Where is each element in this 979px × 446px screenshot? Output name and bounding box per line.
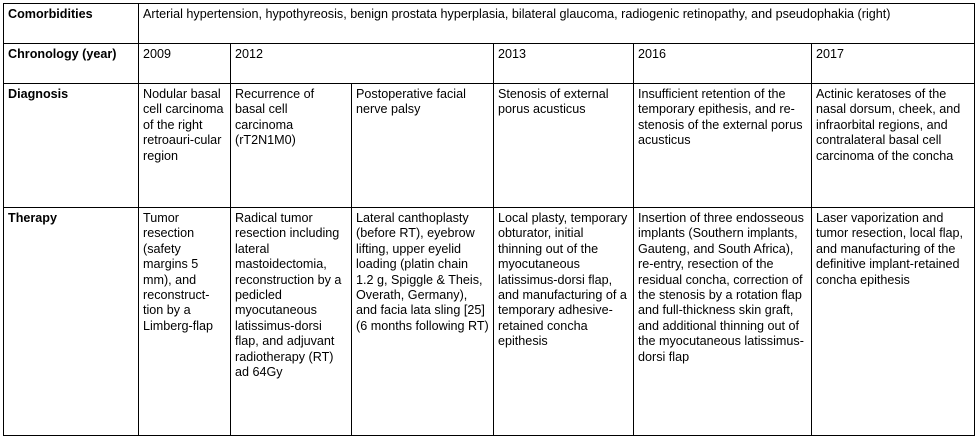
therapy-row	[4, 208, 975, 436]
year-cell: 2013	[494, 44, 634, 84]
therapy-cell: Tumor resection (safety margins 5 mm), and reconstruct-tion by a Limberg-flap	[139, 208, 231, 436]
chronology-row	[4, 44, 975, 84]
diagnosis-cell: Stenosis of external porus acusticus	[494, 84, 634, 208]
comorbidities-label: Comorbidities	[4, 4, 139, 44]
comorbidities-row	[4, 4, 975, 44]
diagnosis-cell: Nodular basal cell carcinoma of the right retroauri-cular region	[139, 84, 231, 208]
comorbidities-value: Arterial hypertension, hypothyreosis, benign prostata hyperplasia, bilateral glaucoma, radiogenic retinopathy, and pseudophakia (right)	[139, 4, 975, 44]
diagnosis-cell: Recurrence of basal cell carcinoma (rT2N1M0)	[231, 84, 352, 208]
diagnosis-row	[4, 84, 975, 208]
therapy-cell: Radical tumor resection including lateral mastoidectomia, reconstruction by a pedicled myocutaneous latissimus-dorsi flap, and adjuvant radiotherapy (RT) ad 64Gy	[231, 208, 352, 436]
year-cell: 2012	[231, 44, 494, 84]
therapy-label: Therapy	[4, 208, 139, 436]
diagnosis-label: Diagnosis	[4, 84, 139, 208]
therapy-cell: Laser vaporization and tumor resection, local flap, and manufacturing of the definitive implant-retained concha epithesis	[812, 208, 975, 436]
year-cell: 2017	[812, 44, 975, 84]
diagnosis-cell: Insufficient retention of the temporary epithesis, and re-stenosis of the external porus acusticus	[634, 84, 812, 208]
year-cell: 2009	[139, 44, 231, 84]
clinical-history-table	[3, 3, 975, 436]
therapy-cell: Insertion of three endosseous implants (Southern implants, Gauteng, and South Africa), re-entry, resection of the residual concha, correction of the stenosis by a rotation flap and full-thickness skin graft, and additional thinning out of the myocutaneous latissimus-dorsi flap	[634, 208, 812, 436]
therapy-cell: Local plasty, temporary obturator, initial thinning out of the myocutaneous latissimus-dorsi flap, and manufacturing of a temporary adhesive-retained concha epithesis	[494, 208, 634, 436]
chronology-label: Chronology (year)	[4, 44, 139, 84]
diagnosis-cell: Actinic keratoses of the nasal dorsum, cheek, and infraorbital regions, and contralateral basal cell carcinoma of the concha	[812, 84, 975, 208]
year-cell: 2016	[634, 44, 812, 84]
diagnosis-cell: Postoperative facial nerve palsy	[352, 84, 494, 208]
therapy-cell: Lateral canthoplasty (before RT), eyebrow lifting, upper eyelid loading (platin chain 1.2 g, Spiggle & Theis, Overath, Germany), and facia lata sling [25] (6 months following RT)	[352, 208, 494, 436]
